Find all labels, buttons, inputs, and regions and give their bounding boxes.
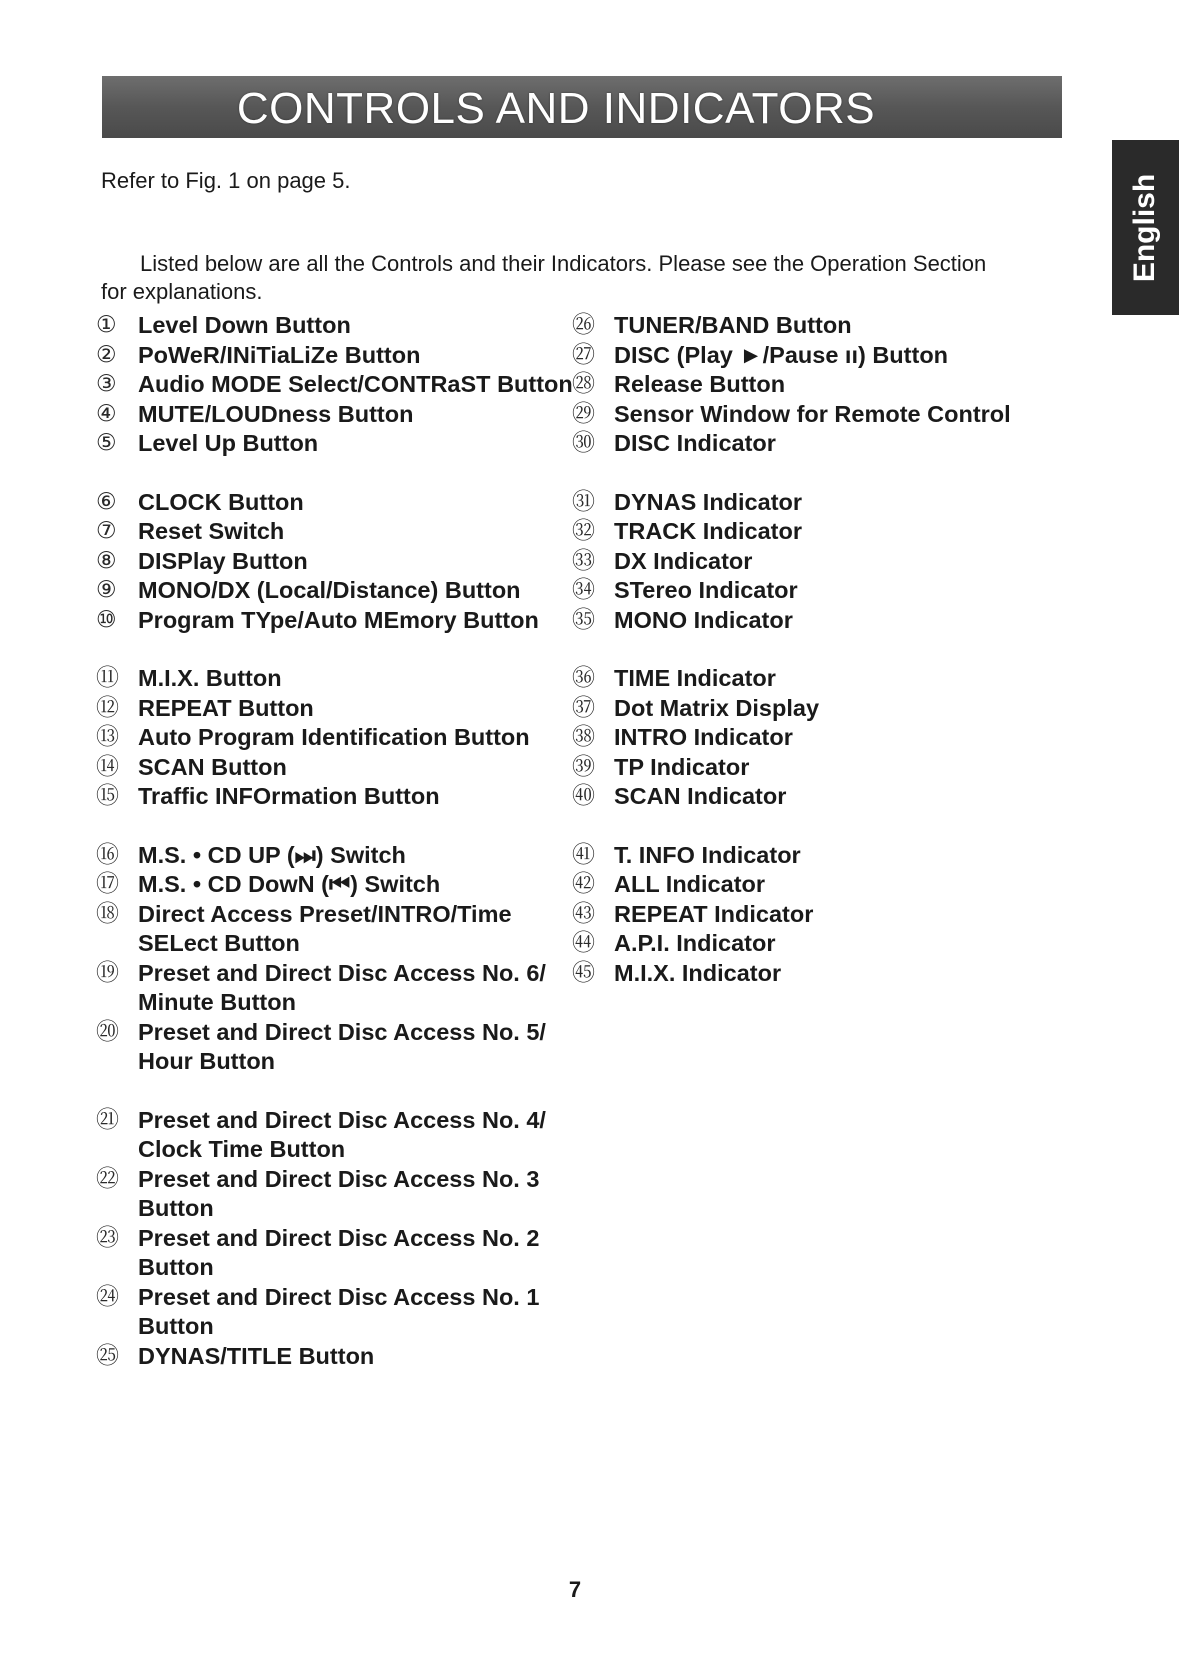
item-label: SCAN Button — [138, 753, 287, 780]
item-label: Audio MODE Select/CONTRaST Button — [138, 371, 573, 397]
item-label: Level Down Button — [138, 312, 351, 338]
list-item — [572, 782, 1052, 812]
item-label: Preset and Direct Disc Access No. 2 Button — [138, 1224, 540, 1280]
list-item — [96, 1106, 576, 1165]
item-label: Preset and Direct Disc Access No. 3 Button — [138, 1165, 540, 1221]
item-number: ㉘ — [572, 371, 595, 397]
list-item — [96, 694, 576, 724]
item-number: ㊲ — [572, 694, 595, 721]
list-item — [572, 429, 1052, 459]
item-label: Release Button — [614, 371, 786, 397]
item-label: Dot Matrix Display — [614, 694, 820, 721]
list-item — [96, 841, 576, 871]
item-number: ⑭ — [96, 753, 119, 780]
item-number: ㉛ — [572, 488, 595, 515]
item-number: ㉔ — [96, 1283, 119, 1310]
list-item — [96, 606, 576, 636]
list-item — [96, 870, 576, 900]
list-item — [96, 341, 576, 371]
item-number: ① — [96, 312, 117, 338]
list-item — [572, 900, 1052, 930]
list-item — [572, 723, 1052, 753]
item-label: Preset and Direct Disc Access No. 6/ Minute Button — [138, 959, 546, 1015]
item-number: ⑮ — [96, 783, 119, 809]
item-label: DISPlay Button — [138, 547, 308, 574]
item-number: ④ — [96, 400, 117, 427]
section-title-banner — [102, 76, 1062, 138]
item-number: ㊵ — [572, 783, 595, 809]
item-number: ⑦ — [96, 518, 117, 544]
item-number: ㉒ — [96, 1165, 119, 1192]
item-number: ㉟ — [572, 606, 595, 633]
item-label: TRACK Indicator — [614, 518, 802, 544]
list-item — [572, 664, 1052, 694]
item-label: REPEAT Indicator — [614, 900, 814, 927]
item-number: ㉑ — [96, 1106, 119, 1133]
list-item — [572, 400, 1052, 430]
list-item — [572, 488, 1052, 518]
list-item — [96, 547, 576, 577]
item-number: ㉕ — [96, 1342, 119, 1369]
list-item — [96, 782, 576, 812]
item-label: INTRO Indicator — [614, 724, 793, 750]
list-item — [572, 841, 1052, 871]
list-item — [572, 753, 1052, 783]
item-label: Reset Switch — [138, 518, 285, 544]
item-label: STereo Indicator — [614, 577, 798, 603]
item-label: Program TYpe/Auto MEmory Button — [138, 606, 539, 633]
item-label: PoWeR/INiTiaLiZe Button — [138, 341, 421, 368]
item-number: ⑳ — [96, 1018, 119, 1045]
item-label: DYNAS/TITLE Button — [138, 1342, 375, 1369]
list-item — [572, 870, 1052, 900]
item-label: M.I.X. Indicator — [614, 959, 782, 986]
controls-list-left — [96, 311, 576, 1371]
list-item — [96, 488, 576, 518]
item-number: ⑪ — [96, 665, 119, 691]
item-number: ⑨ — [96, 577, 117, 603]
item-number: ㉖ — [572, 312, 595, 338]
item-label: Level Up Button — [138, 430, 319, 456]
item-number: ㊷ — [572, 871, 595, 897]
item-label: DYNAS Indicator — [614, 488, 803, 515]
item-label: TUNER/BAND Button — [614, 312, 852, 338]
item-number: ㉗ — [572, 341, 595, 368]
item-label: Preset and Direct Disc Access No. 4/ Clock Time Button — [138, 1106, 546, 1162]
item-label: REPEAT Button — [138, 694, 314, 721]
item-number: ㊳ — [572, 724, 595, 750]
item-label: A.P.I. Indicator — [614, 930, 776, 956]
item-label: M.S. • CD UP (⏭) Switch — [138, 841, 406, 868]
item-number: ㊺ — [572, 959, 595, 986]
list-item — [96, 370, 576, 400]
item-label: MUTE/LOUDness Button — [138, 400, 414, 427]
item-number: ㉓ — [96, 1224, 119, 1251]
list-item — [572, 517, 1052, 547]
item-label: Sensor Window for Remote Control — [614, 400, 1011, 427]
list-item — [96, 1342, 576, 1372]
figure-reference: Refer to Fig. 1 on page 5. — [101, 168, 351, 193]
item-number: ⑧ — [96, 547, 117, 574]
item-number: ⑱ — [96, 900, 119, 927]
list-item — [96, 576, 576, 606]
item-number: ㉜ — [572, 518, 595, 544]
list-item — [96, 900, 576, 959]
list-item — [96, 429, 576, 459]
item-label: SCAN Indicator — [614, 783, 787, 809]
list-item — [572, 576, 1052, 606]
item-label: ALL Indicator — [614, 871, 766, 897]
list-item — [96, 311, 576, 341]
item-label: Traffic INFOrmation Button — [138, 783, 440, 809]
list-item — [572, 547, 1052, 577]
list-item — [96, 517, 576, 547]
item-number: ⑯ — [96, 841, 119, 868]
item-number: ⑥ — [96, 488, 117, 515]
item-number: ⑰ — [96, 871, 119, 897]
item-number: ㊴ — [572, 753, 595, 780]
item-label: Preset and Direct Disc Access No. 1 Button — [138, 1283, 540, 1339]
item-label: Direct Access Preset/INTRO/Time SELect Button — [138, 900, 512, 956]
intro-paragraph: Listed below are all the Controls and their Indicators. Please see the Operation Section for explanations. — [101, 251, 987, 304]
item-number: ⑩ — [96, 606, 117, 633]
item-label: Auto Program Identification Button — [138, 724, 530, 750]
list-item — [572, 311, 1052, 341]
list-item — [572, 929, 1052, 959]
item-number: ㊶ — [572, 841, 595, 868]
item-label: TIME Indicator — [614, 665, 776, 691]
item-number: ㊸ — [572, 900, 595, 927]
list-item — [96, 1283, 576, 1342]
item-label: DISC (Play ►/Pause ıı) Button — [614, 341, 949, 368]
item-number: ③ — [96, 371, 117, 397]
language-tab — [1112, 140, 1179, 315]
controls-list-right — [572, 311, 1052, 988]
item-label: CLOCK Button — [138, 488, 304, 515]
item-label: TP Indicator — [614, 753, 750, 780]
item-number: ㊱ — [572, 665, 595, 691]
list-item — [96, 723, 576, 753]
list-item — [96, 400, 576, 430]
list-item — [572, 606, 1052, 636]
section-title: CONTROLS AND INDICATORS — [236, 84, 876, 133]
list-item — [572, 370, 1052, 400]
list-item — [96, 959, 576, 1018]
list-item — [96, 664, 576, 694]
list-item — [96, 753, 576, 783]
item-number: ⑲ — [96, 959, 119, 986]
item-number: ⑫ — [96, 694, 119, 721]
item-label: T. INFO Indicator — [614, 841, 801, 868]
list-item — [96, 1224, 576, 1283]
item-label: DISC Indicator — [614, 430, 776, 456]
item-label: MONO/DX (Local/Distance) Button — [138, 577, 521, 603]
page-number: 7 — [568, 1577, 582, 1602]
list-item — [572, 959, 1052, 989]
item-number: ㉙ — [572, 400, 595, 427]
list-item — [96, 1018, 576, 1077]
item-number: ㊹ — [572, 930, 595, 956]
item-number: ㉞ — [572, 577, 595, 603]
item-label: DX Indicator — [614, 547, 753, 574]
item-label: M.S. • CD DowN (⏮) Switch — [138, 871, 441, 897]
item-label: Preset and Direct Disc Access No. 5/ Hour Button — [138, 1018, 546, 1074]
list-item — [96, 1165, 576, 1224]
list-item — [572, 694, 1052, 724]
item-label: MONO Indicator — [614, 606, 793, 633]
item-number: ㉚ — [572, 430, 595, 456]
item-number: ⑬ — [96, 724, 119, 750]
language-tab-label: English — [1128, 173, 1162, 282]
list-item — [572, 341, 1052, 371]
item-number: ㉝ — [572, 547, 595, 574]
item-label: M.I.X. Button — [138, 665, 282, 691]
item-number: ⑤ — [96, 430, 117, 456]
item-number: ② — [96, 341, 117, 368]
